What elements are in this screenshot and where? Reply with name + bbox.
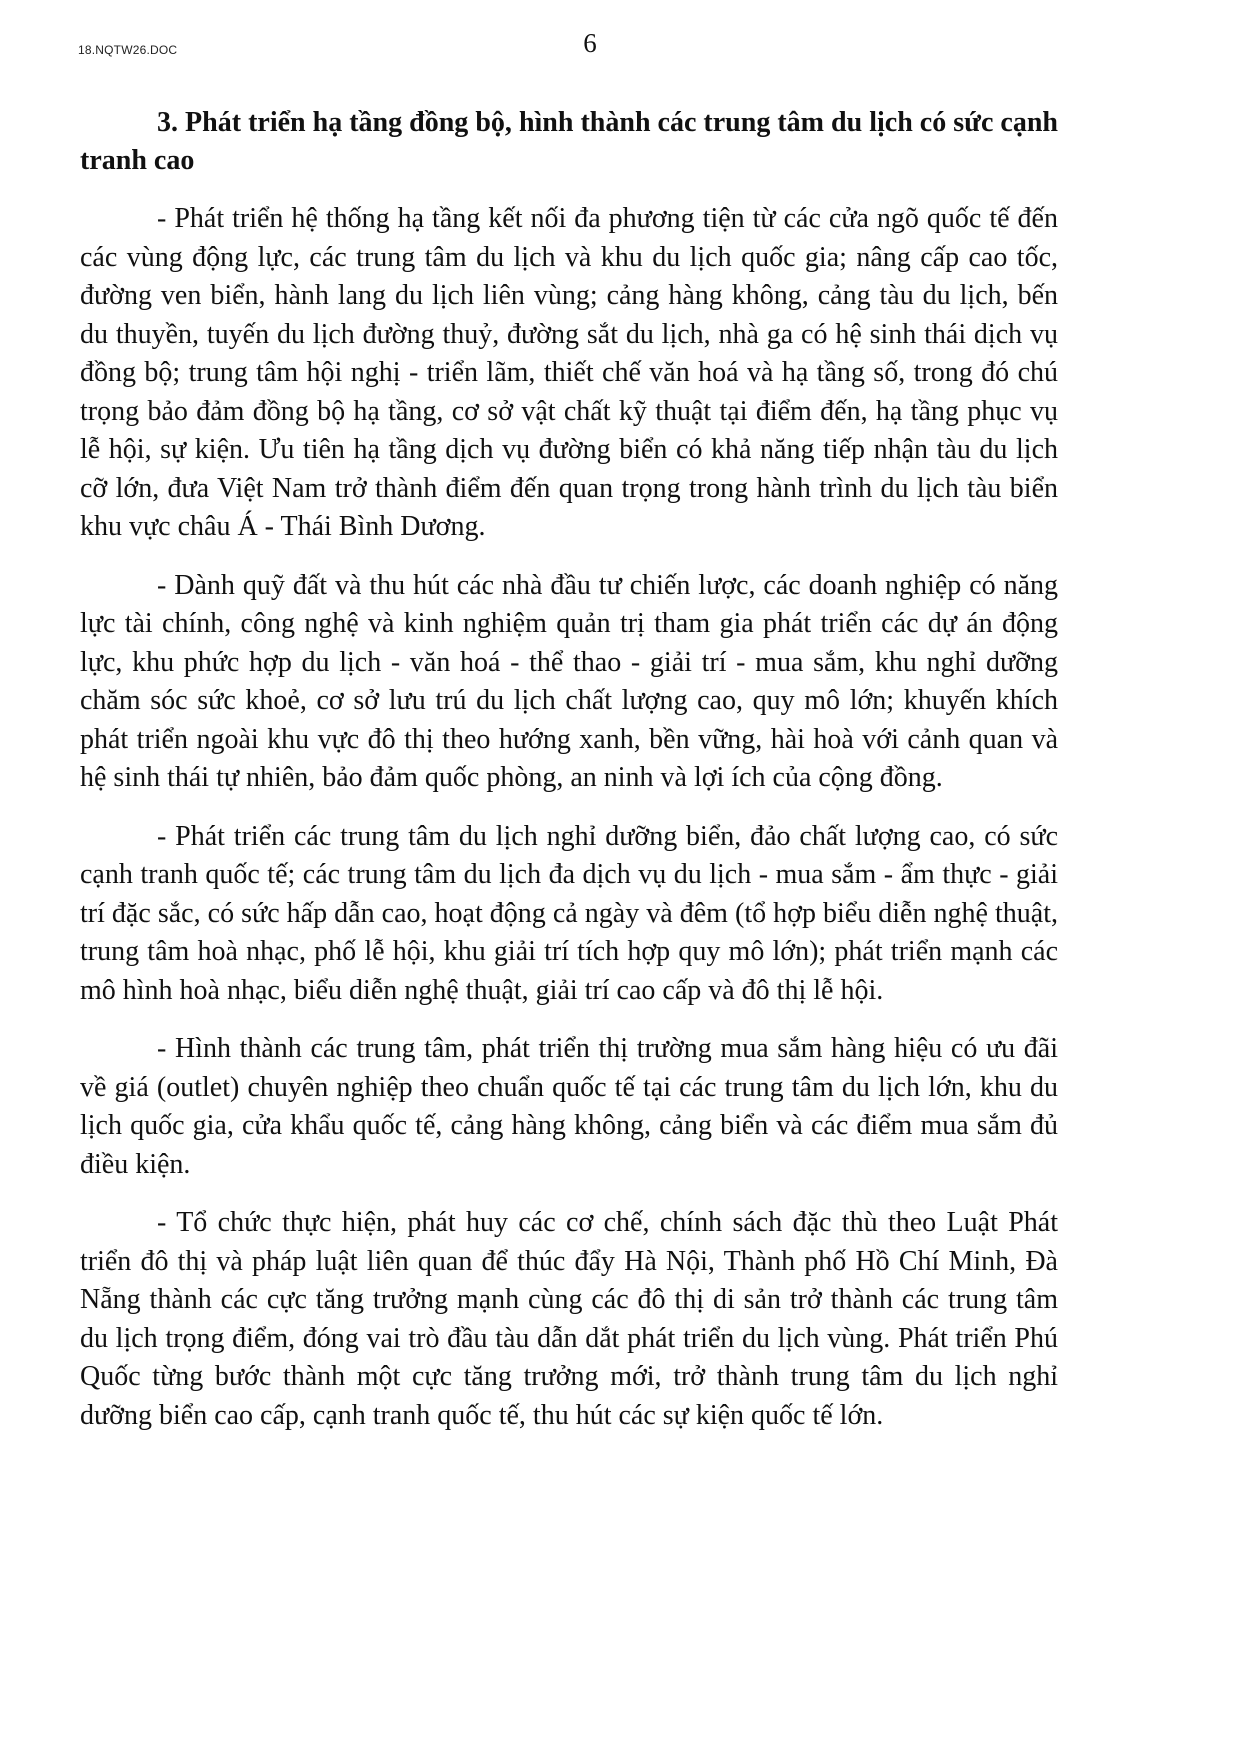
paragraph-land-investment: - Dành quỹ đất và thu hút các nhà đầu tư chiến lược, các doanh nghiệp có năng lực tài chính, công nghệ và kinh nghiệm quản trị tham gia phát triển các dự án động lực, khu phức hợp du lịch - văn hoá - thể thao - giải trí - mua sắm, khu nghỉ dưỡng chăm sóc sức khoẻ, cơ sở lưu trú du lịch chất lượng cao, quy mô lớn; khuyến khích phát triển ngoài khu vực đô thị theo hướng xanh, bền vững, hài hoà với cảnh quan và hệ sinh thái tự nhiên, bảo đảm quốc phòng, an ninh và lợi ích của cộng đồng. — [80, 569, 1058, 793]
paragraph-infrastructure: - Phát triển hệ thống hạ tầng kết nối đa phương tiện từ các cửa ngõ quốc tế đến các vùng động lực, các trung tâm du lịch và khu du lịch quốc gia; nâng cấp cao tốc, đường ven biển, hành lang du lịch liên vùng; cảng hàng không, cảng tàu du lịch, bến du thuyền, tuyến du lịch đường thuỷ, đường sắt du lịch, nhà ga có hệ sinh thái dịch vụ đồng bộ; trung tâm hội nghị - triển lãm, thiết chế văn hoá và hạ tầng số, trong đó chú trọng bảo đảm đồng bộ hạ tầng, cơ sở vật chất kỹ thuật tại điểm đến, hạ tầng phục vụ lễ hội, sự kiện. Ưu tiên hạ tầng dịch vụ đường biển có khả năng tiếp nhận tàu du lịch cỡ lớn, đưa Việt Nam trở thành điểm đến quan trọng trong hành trình du lịch tàu biển khu vực châu Á - Thái Bình Dương. — [80, 203, 1058, 542]
page-number: 6 — [583, 28, 597, 58]
document-body — [80, 104, 1058, 1455]
paragraph-resort-centers: - Phát triển các trung tâm du lịch nghỉ dưỡng biển, đảo chất lượng cao, có sức cạnh tranh quốc tế; các trung tâm du lịch đa dịch vụ du lịch - mua sắm - ẩm thực - giải trí đặc sắc, có sức hấp dẫn cao, hoạt động cả ngày và đêm (tổ hợp biểu diễn nghệ thuật, trung tâm hoà nhạc, phố lễ hội, khu giải trí tích hợp quy mô lớn); phát triển mạnh các mô hình hoà nhạc, biểu diễn nghệ thuật, giải trí cao cấp và đô thị lễ hội. — [80, 820, 1058, 1006]
document-file-id: 18.NQTW26.DOC — [78, 43, 178, 57]
paragraph-growth-poles: - Tổ chức thực hiện, phát huy các cơ chế, chính sách đặc thù theo Luật Phát triển đô thị và pháp luật liên quan để thúc đẩy Hà Nội, Thành phố Hồ Chí Minh, Đà Nẵng thành các cực tăng trưởng mạnh cùng các đô thị di sản trở thành các trung tâm du lịch trọng điểm, đóng vai trò đầu tàu dẫn dắt phát triển du lịch vùng. Phát triển Phú Quốc từng bước thành một cực tăng trưởng mới, trở thành trung tâm du lịch nghỉ dưỡng biển cao cấp, cạnh tranh quốc tế, thu hút các sự kiện quốc tế lớn. — [80, 1207, 1058, 1431]
section-heading: 3. Phát triển hạ tầng đồng bộ, hình thành các trung tâm du lịch có sức cạnh tranh cao — [80, 107, 1058, 176]
paragraph-shopping-outlets: - Hình thành các trung tâm, phát triển thị trường mua sắm hàng hiệu có ưu đãi về giá (outlet) chuyên nghiệp theo chuẩn quốc tế tại các trung tâm du lịch lớn, khu du lịch quốc gia, cửa khẩu quốc tế, cảng hàng không, cảng biển và các điểm mua sắm đủ điều kiện. — [80, 1033, 1058, 1180]
